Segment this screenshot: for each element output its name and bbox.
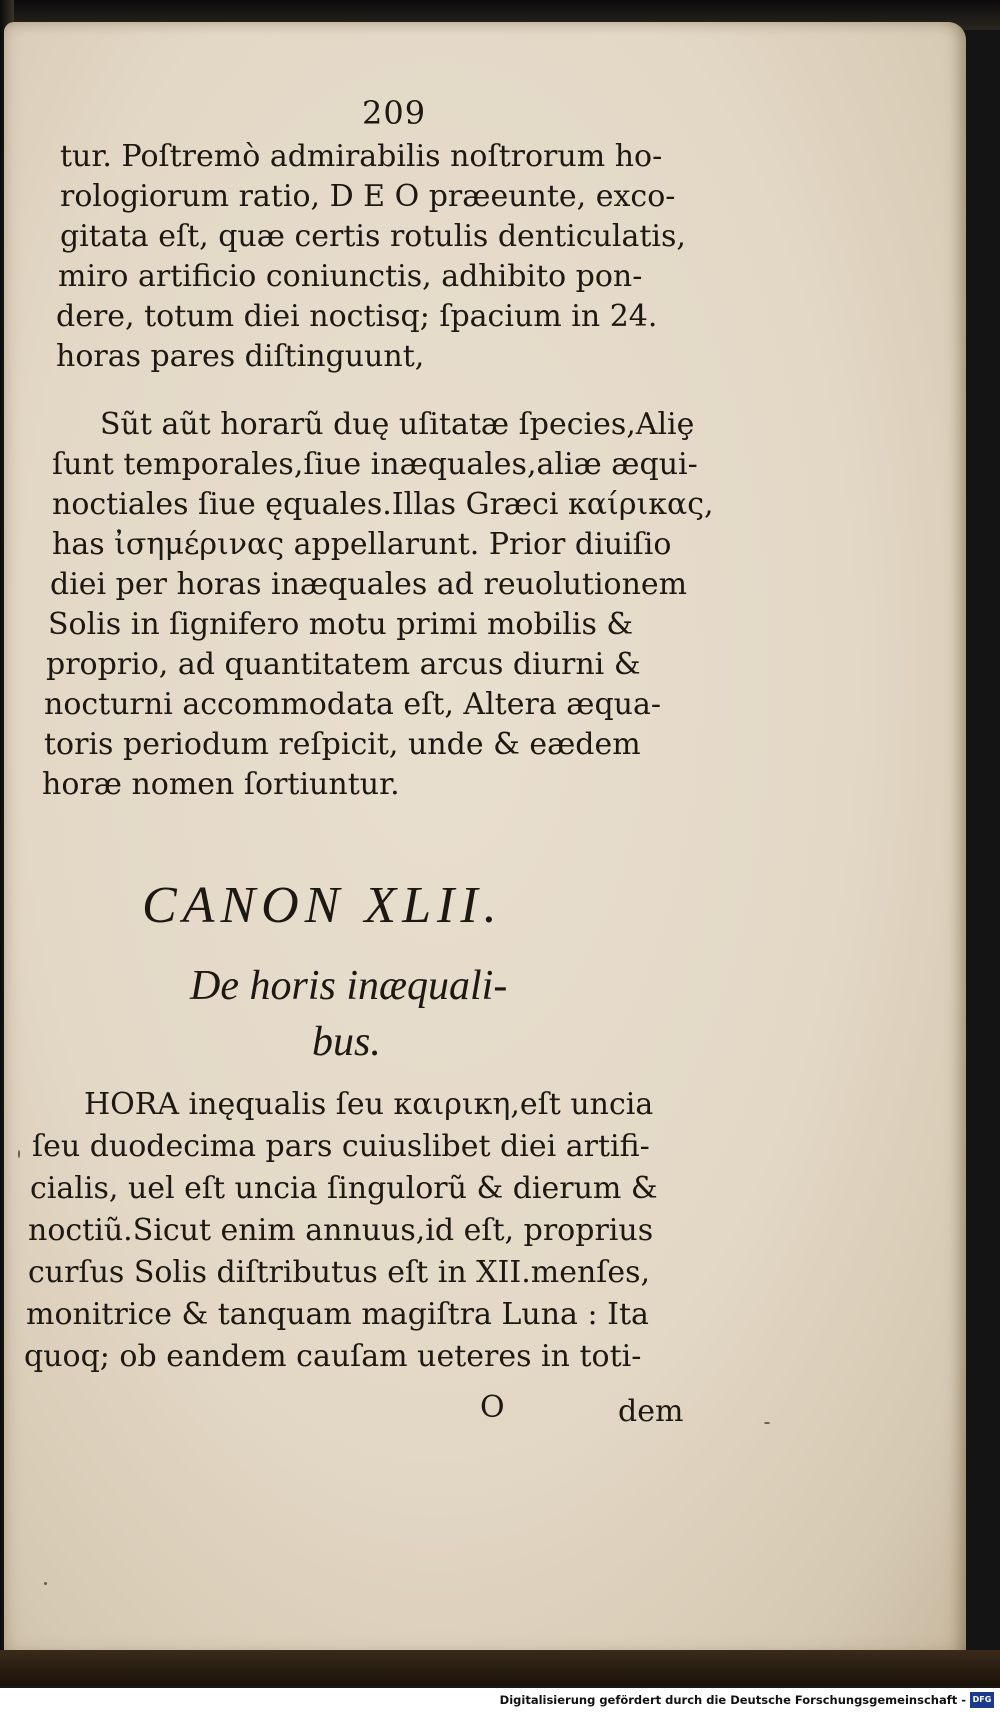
section-subtitle: De horis inæquali- — [190, 963, 508, 1009]
paper-speck — [764, 1422, 770, 1424]
text-line: tur. Poſtremò admirabilis noſtrorum ho- — [60, 139, 663, 174]
text-line: HORA inęqualis ſeu καιρικη,eſt uncia — [84, 1087, 654, 1122]
canon-heading: CANON XLII. — [142, 877, 503, 934]
text-line: quoq; ob eandem cauſam ueteres in toti- — [24, 1339, 642, 1374]
catchword: dem — [618, 1394, 684, 1429]
text-line: noctiũ.Sicut enim annuus,id eſt, proprius — [28, 1213, 654, 1248]
text-line: monitrice & tanquam magiſtra Luna : Ita — [26, 1297, 649, 1332]
text-line: miro artificio coniunctis, adhibito pon- — [58, 259, 643, 294]
dfg-logo-icon: DFG — [970, 1692, 994, 1708]
text-line: rologiorum ratio, D E O præeunte, exco- — [60, 179, 676, 214]
paper-speck — [18, 1150, 20, 1158]
text-line: cialis, uel eſt uncia ſingulorũ & dierum & — [30, 1171, 658, 1206]
text-line: has ἰσημέρινας appellarunt. Prior diuiſio — [52, 527, 672, 562]
scan-bottom-edge — [0, 1650, 1000, 1686]
text-line: nocturni accommodata eſt, Altera æqua- — [44, 687, 661, 722]
text-line: ſeu duodecima pars cuiuslibet diei artifi- — [32, 1129, 650, 1164]
text-line: ſunt temporales,ſiue inæquales,aliæ æqui- — [52, 447, 698, 482]
text-line: noctiales ſiue ęquales.Illas Græci καίρικας, — [52, 487, 714, 522]
text-line: Sũt aũt horarũ duę uſitatæ ſpecies,Aliȩ — [100, 407, 695, 442]
text-line: Solis in ſignifero motu primi mobilis & — [48, 607, 634, 642]
text-line: dere, totum diei noctisq; ſpacium in 24. — [56, 299, 658, 334]
signature-mark: O — [480, 1390, 505, 1425]
text-line: curſus Solis diſtributus eſt in XII.menſes, — [28, 1255, 651, 1290]
funding-credit: Digitalisierung gefördert durch die Deutsche Forschungsgemeinschaft - — [499, 1693, 966, 1707]
text-line: horas pares diſtinguunt, — [56, 339, 425, 374]
digitization-footer — [0, 1686, 1000, 1714]
text-line: horæ nomen ſortiuntur. — [42, 767, 400, 802]
page-number: 209 — [362, 94, 427, 132]
paper-speck — [44, 1582, 47, 1585]
section-subtitle: bus. — [312, 1019, 381, 1065]
text-line: proprio, ad quantitatem arcus diurni & — [46, 647, 641, 682]
text-line: gitata eſt, quæ certis rotulis denticulatis, — [60, 219, 686, 254]
text-line: diei per horas inæquales ad reuolutionem — [50, 567, 688, 602]
text-line: toris periodum reſpicit, unde & eædem — [44, 727, 641, 762]
